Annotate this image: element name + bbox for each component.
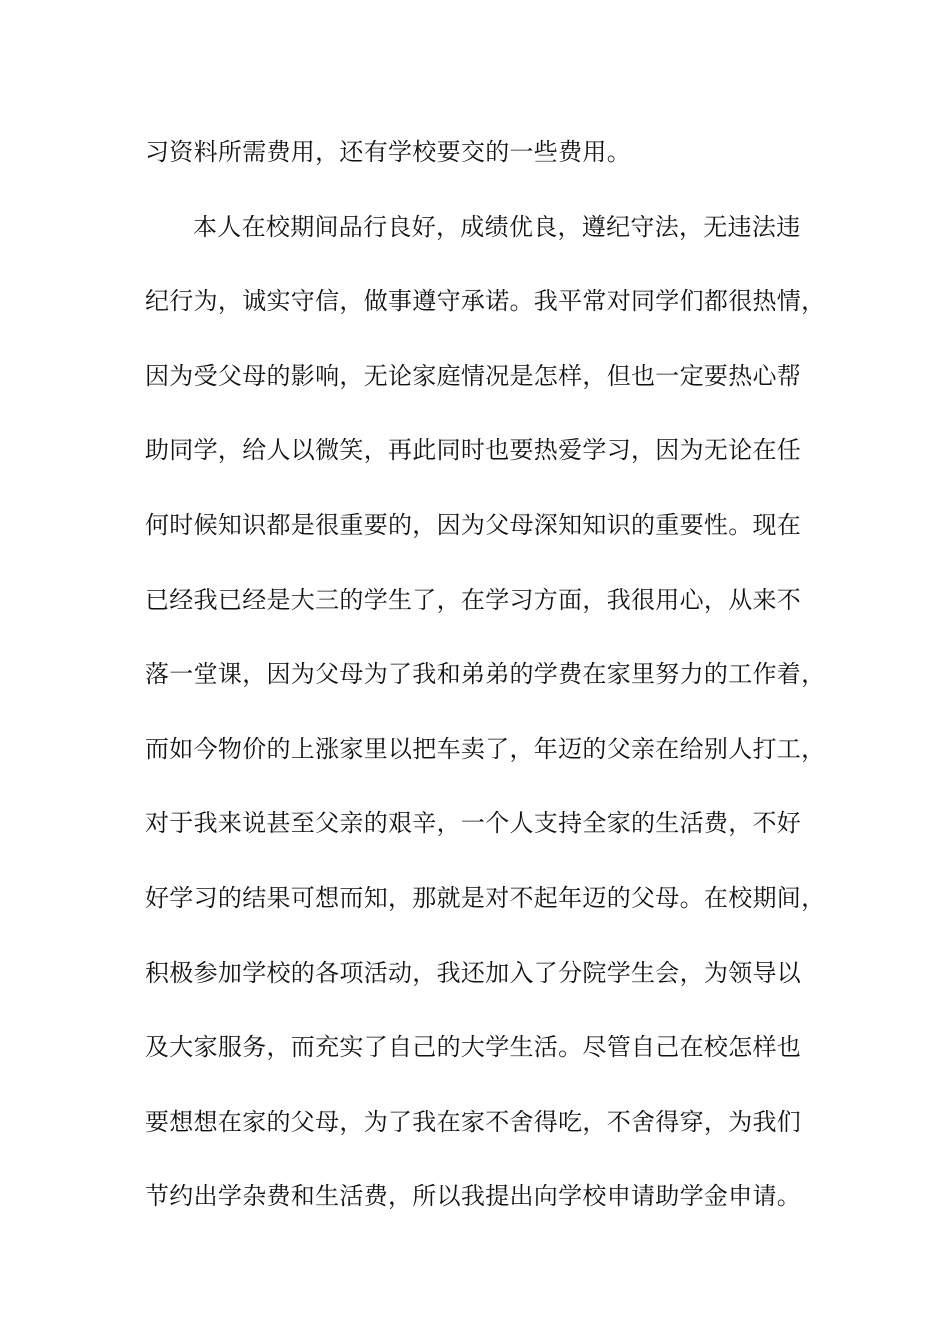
text-line: 而如今物价的上涨家里以把车卖了，年迈的父亲在给别人打工， xyxy=(145,734,826,763)
text-line: 要想想在家的父母，为了我在家不舍得吃，不舍得穿，为我们 xyxy=(145,1107,802,1136)
text-line: 节约出学杂费和生活费，所以我提出向学校申请助学金申请。 xyxy=(145,1182,802,1211)
text-line: 已经我已经是大三的学生了，在学习方面，我很用心，从来不 xyxy=(145,585,802,614)
paragraph-start-line: 本人在校期间品行良好，成绩优良，遵纪守法，无违法违 xyxy=(193,212,801,241)
text-line: 好学习的结果可想而知，那就是对不起年迈的父母。在校期间， xyxy=(145,883,826,912)
text-line: 落一堂课，因为父母为了我和弟弟的学费在家里努力的工作着， xyxy=(145,660,826,689)
text-line: 何时候知识都是很重要的，因为父母深知知识的重要性。现在 xyxy=(145,510,802,539)
text-line: 及大家服务，而充实了自己的大学生活。尽管自己在校怎样也 xyxy=(145,1033,802,1062)
text-line: 助同学，给人以微笑，再此同时也要热爱学习，因为无论在任 xyxy=(145,436,802,465)
text-line: 习资料所需费用，还有学校要交的一些费用。 xyxy=(145,138,631,166)
text-line: 对于我来说甚至父亲的艰辛，一个人支持全家的生活费，不好 xyxy=(145,809,802,838)
text-line: 因为受父母的影响，无论家庭情况是怎样，但也一定要热心帮 xyxy=(145,361,802,390)
text-line: 积极参加学校的各项活动，我还加入了分院学生会，为领导以 xyxy=(145,958,802,987)
body-text xyxy=(145,130,825,1249)
text-line: 纪行为，诚实守信，做事遵守承诺。我平常对同学们都很热情， xyxy=(145,287,826,316)
